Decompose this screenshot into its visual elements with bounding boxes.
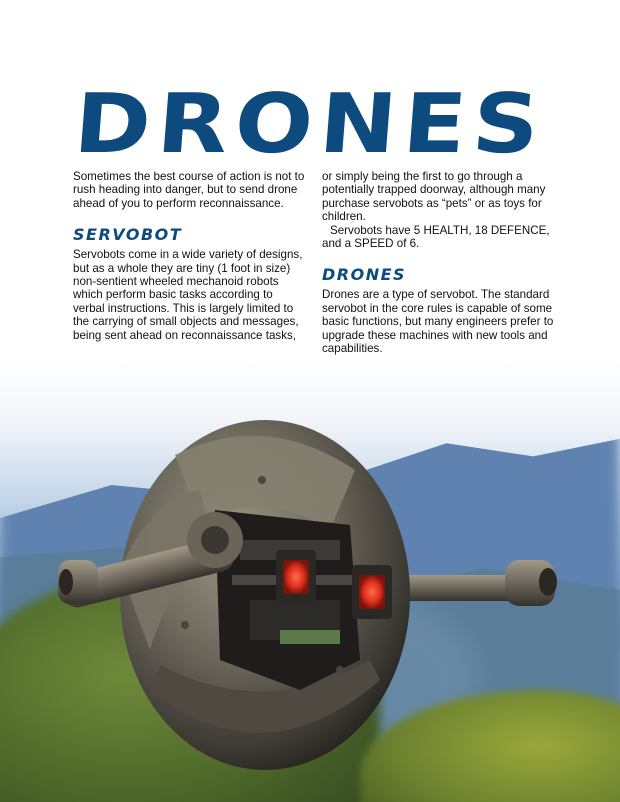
- stats-middle: , and a: [322, 223, 550, 251]
- servobot-paragraph: Servobots come in a wide variety of designs, but as a whole they are tiny (1 foot in size) non-sentient wheeled mechanoid robots which perform basic tasks according to verbal instructions. This is largely limited to the carrying of small objects and messages, being sent ahead on reconnaissance tasks,: [73, 248, 303, 342]
- intro-paragraph: Sometimes the best course of action is not to rush heading into danger, but to send drone ahead of you to perform reconnaissance.: [73, 170, 305, 210]
- right-column: [322, 170, 554, 355]
- servobot-paragraph-continued: or simply being the first to go through a potentially trapped doorway, although many purchase servobots as “pets” or as toys for children.: [322, 170, 546, 224]
- drone-robot-image: [0, 360, 620, 802]
- stats-health-defence: 5 HEALTH, 18 DEFENCE: [413, 223, 547, 237]
- left-column: [73, 170, 305, 342]
- drone-illustration: [0, 360, 620, 802]
- drones-heading: DRONES: [322, 265, 407, 285]
- drones-paragraph: Drones are a type of servobot. The standard servobot in the core rules is capable of some basic functions, but many engineers prefer to upgrade these machines with new tools and capabilities.: [322, 288, 554, 356]
- stats-speed: SPEED of 6: [354, 237, 417, 251]
- servobot-heading: SERVOBOT: [73, 225, 183, 245]
- page-title: DRONES: [70, 77, 550, 172]
- stats-prefix: Servobots have: [330, 223, 414, 237]
- servobot-stats: [322, 224, 554, 251]
- stats-suffix: .: [416, 237, 420, 251]
